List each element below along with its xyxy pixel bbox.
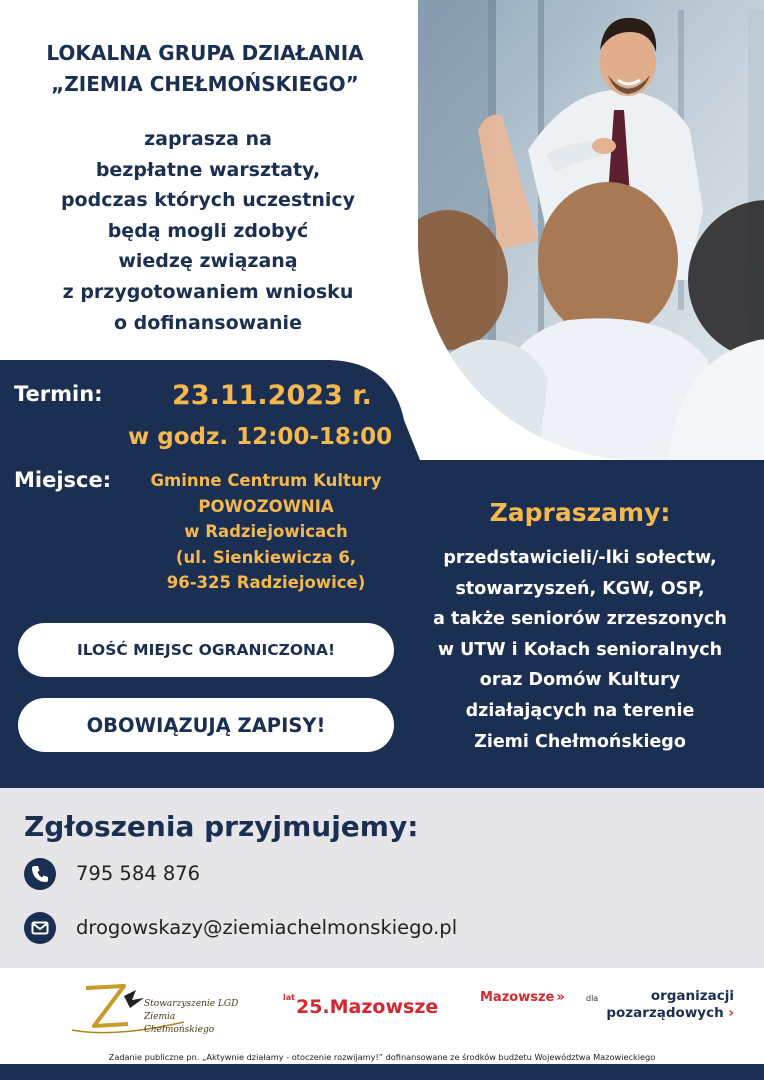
place-line: Gminne Centrum Kultury bbox=[150, 471, 382, 490]
organization-title bbox=[0, 38, 410, 100]
lgd-logo-line: Ziemia Chełmońskiego bbox=[144, 1012, 215, 1035]
event-place bbox=[130, 468, 402, 596]
place-line: (ul. Sienkiewicza 6, bbox=[175, 547, 357, 567]
invite-line: stowarzyszeń, KGW, OSP, bbox=[455, 578, 705, 599]
ngo-line-2-text: pozarządowych bbox=[606, 1005, 724, 1021]
org-title-line-2: „ZIEMIA CHEŁMOŃSKIEGO” bbox=[51, 72, 359, 96]
bottom-bar bbox=[0, 1064, 764, 1080]
miejsce-label: Miejsce: bbox=[14, 468, 112, 492]
dla-label: dla bbox=[586, 994, 599, 1003]
event-date: 23.11.2023 r. bbox=[172, 380, 372, 411]
mazowsze-ngo-logo bbox=[480, 990, 565, 1005]
lgd-logo-text bbox=[144, 998, 244, 1037]
intro-line: wiedzę związaną bbox=[118, 250, 298, 273]
email-link[interactable]: drogowskazy@ziemiachelmonskiego.pl bbox=[76, 916, 458, 939]
invite-line: oraz Domów Kultury bbox=[479, 670, 681, 691]
intro-line: bezpłatne warsztaty, bbox=[95, 158, 321, 181]
lat-label: lat bbox=[283, 992, 295, 1002]
phone-number-link[interactable]: 795 584 876 bbox=[76, 862, 201, 885]
intro-line: z przygotowaniem wniosku bbox=[62, 280, 354, 303]
invite-line: w UTW i Kołach senioralnych bbox=[437, 639, 723, 660]
envelope-icon bbox=[24, 912, 56, 944]
intro-line: o dofinansowanie bbox=[114, 311, 302, 334]
invite-line: działających na terenie bbox=[465, 700, 695, 721]
invite-audience bbox=[402, 543, 758, 757]
funding-note: Zadanie publiczne pn. „Aktywnie działamy - otoczenie rozwijamy!” dofinansowane ze środków budżetu Województwa Mazowieckiego bbox=[108, 1052, 656, 1062]
mazowsze-25-logo bbox=[283, 992, 439, 1018]
place-line: w Radziejowicach bbox=[184, 522, 348, 541]
intro-line: zaprasza na bbox=[144, 128, 272, 150]
event-hours: w godz. 12:00-18:00 bbox=[128, 424, 393, 450]
invite-line: przedstawicieli/-lki sołectw, bbox=[443, 548, 717, 568]
place-line: 96-325 Radziejowice) bbox=[166, 573, 366, 592]
place-line: POWOZOWNIA bbox=[198, 496, 334, 516]
ngo-line-2 bbox=[598, 1005, 734, 1022]
intro-text bbox=[0, 124, 416, 338]
chevron-right-icon: › bbox=[728, 1005, 734, 1021]
phone-icon bbox=[24, 858, 56, 890]
lgd-logo-line: Stowarzyszenie LGD bbox=[144, 999, 239, 1009]
org-title-line-1: LOKALNA GRUPA DZIAŁANIA bbox=[46, 41, 364, 65]
invite-line: Ziemi Chełmońskiego bbox=[474, 731, 686, 752]
invite-line: a także seniorów zrzeszonych bbox=[433, 609, 727, 630]
ngo-line-1: organizacji bbox=[650, 988, 734, 1004]
mazowsze-text: Mazowsze bbox=[480, 990, 555, 1005]
registration-required-badge: OBOWIĄZUJĄ ZAPISY! bbox=[18, 698, 394, 752]
intro-line: podczas których uczestnicy bbox=[60, 189, 356, 212]
limited-seats-badge: ILOŚĆ MIEJSC OGRANICZONA! bbox=[18, 623, 394, 677]
intro-line: będą mogli zdobyć bbox=[107, 219, 309, 242]
double-chevron-icon: » bbox=[556, 990, 565, 1005]
termin-label: Termin: bbox=[14, 382, 103, 406]
invite-heading: Zapraszamy: bbox=[489, 498, 671, 527]
ngo-label bbox=[598, 988, 734, 1022]
mazowsze-25-text: 25.Mazowsze bbox=[295, 996, 439, 1018]
contact-heading: Zgłoszenia przyjmujemy: bbox=[24, 810, 419, 843]
